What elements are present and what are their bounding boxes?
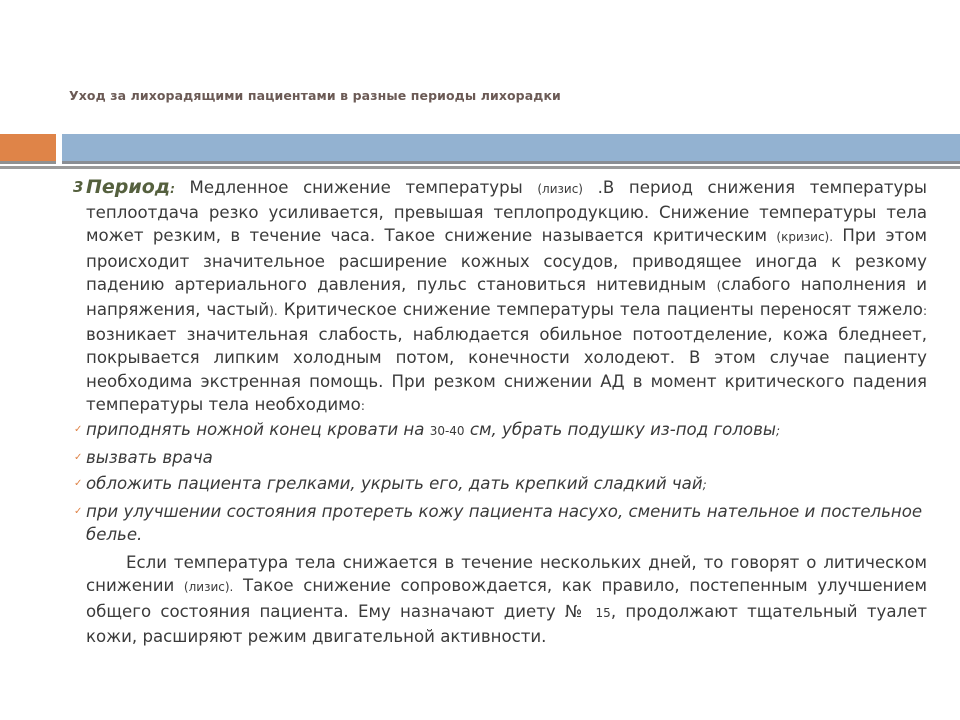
check-icon: ✓: [74, 424, 83, 436]
crisis-term: (кризис).: [776, 230, 834, 245]
lysis-term: (лизис): [537, 182, 583, 196]
period-text: Медленное снижение температуры: [174, 178, 538, 197]
closing-text: Если температура тела снижается в течение нескольких дней, то говорят о литическом снижении: [86, 553, 927, 596]
period-number: 3: [73, 178, 84, 196]
check-icon: ✓: [74, 478, 83, 490]
accent-bar-orange: [0, 134, 56, 164]
period-colon: :: [170, 182, 175, 196]
item-end: ;: [775, 424, 781, 439]
period-text: слабого наполнения и напряжения, частый: [86, 274, 927, 320]
colon: :: [360, 398, 365, 413]
item-number: 30-40: [429, 424, 465, 439]
accent-bar-blue: [62, 134, 960, 164]
closing-text: Такое снижение сопровождается, как правило, постепенным улучшением общего состояния пациента. Ему назначают диету №: [86, 576, 928, 621]
check-icon: ✓: [74, 452, 83, 464]
period-text: .В период снижения температуры теплоотдача резко усиливается, превышая теплопродукцию. Снижение температуры тела может резким, в течение часа. Такое снижение называется критическим: [86, 178, 927, 246]
item-text: при улучшении состояния протереть кожу пациента насухо, сменить нательное и постельное белье.: [86, 502, 923, 545]
period-text: Критическое снижение температуры тела пациенты переносят тяжело: [277, 300, 923, 320]
check-icon: ✓: [74, 506, 83, 518]
lysis-term: (лизис).: [183, 580, 234, 595]
period-heading: Период: [86, 176, 171, 198]
checklist-item: [74, 446, 927, 469]
slide-body: [73, 176, 928, 649]
period-paragraph: [73, 176, 927, 418]
paren: (: [716, 278, 722, 293]
slide-title: Уход за лихорадящими пациентами в разные периоды лихорадки: [69, 88, 561, 103]
diet-number: 15: [595, 605, 611, 620]
checklist-item: [74, 418, 927, 443]
closing-text: , продолжают тщательный туалет кожи, расширяют режим двигательной активности.: [86, 601, 927, 647]
item-text: приподнять ножной конец кровати на: [86, 420, 430, 440]
divider-line: [0, 166, 960, 169]
colon: :: [922, 304, 927, 319]
care-checklist: [74, 418, 927, 546]
item-text: обложить пациента грелками, укрыть его, дать крепкий сладкий чай: [86, 474, 703, 494]
period-text: возникает значительная слабость, наблюдается обильное потоотделение, кожа бледнеет, покрывается липким холодным потом, конечности холодеют. В этом случае пациенту необходима экстренная помощь. При резком снижении АД в момент критического падения температуры тела необходимо: [86, 325, 927, 414]
item-end: ;: [702, 478, 707, 493]
paren: ).: [269, 304, 278, 319]
period-text: При этом происходит значительное расширение кожных сосудов, приводящее иногда к резкому падению артериального давления, пульс становиться нитевидным: [86, 226, 927, 294]
checklist-item: [74, 500, 927, 546]
item-text: см, убрать подушку из-под головы: [464, 420, 776, 440]
checklist-item: [74, 472, 927, 497]
item-text: вызвать врача: [86, 448, 213, 468]
closing-paragraph: [86, 551, 927, 649]
